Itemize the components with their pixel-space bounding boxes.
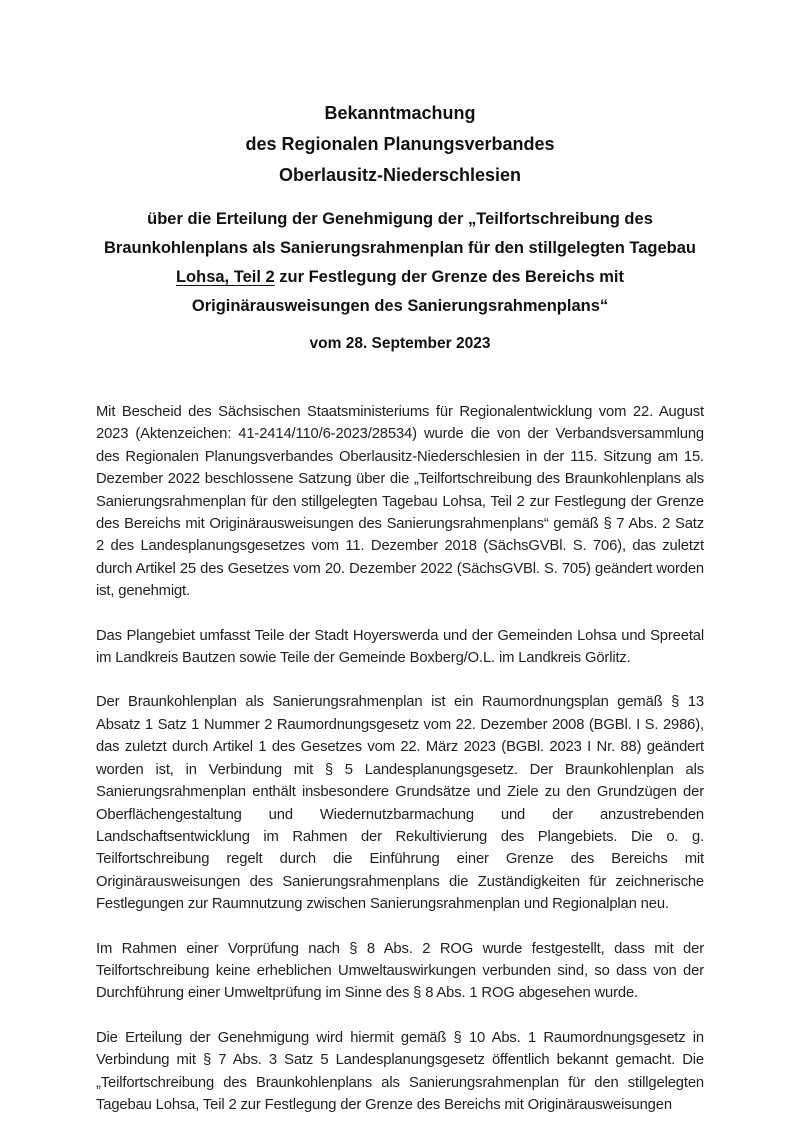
title-line-3: Oberlausitz-Niederschlesien xyxy=(278,165,522,185)
document-body xyxy=(96,401,704,1116)
title-line-1: Bekanntmachung xyxy=(324,103,476,123)
subtitle-underlined-phrase: Lohsa, Teil 2 xyxy=(175,268,275,286)
subtitle-text-pre: über die Erteilung der Genehmigung der „Teilfortschreibung des Braunkohlenplans als Sanierungsrahmenplan für den stillgelegten Tagebau xyxy=(104,210,696,257)
paragraph-plan-legal-basis: Der Braunkohlenplan als Sanierungsrahmenplan ist ein Raumordnungsplan gemäß § 13 Absatz 1 Satz 1 Nummer 2 Raumordnungsgesetz vom 22. Dezember 2008 (BGBl. I S. 2986), das zuletzt durch Artikel 1 des Gesetzes vom 22. März 2023 (BGBl. 2023 I Nr. 88) geändert worden ist, in Verbindung mit § 5 Landesplanungsgesetz. Der Braunkohlenplan als Sanierungsrahmenplan enthält insbesondere Grundsätze und Ziele zu den Grundzügen der Oberflächengestaltung und Wiedernutzbarmachung und der anzustrebenden Landschaftsentwicklung im Rahmen der Rekultivierung des Plangebiets. Die o. g. Teilfortschreibung regelt durch die Einführung einer Grenze des Bereichs mit Originärausweisungen des Sanierungsrahmenplans die Zuständigkeiten für zeichnerische Festlegungen zur Raumnutzung zwischen Sanierungsrahmenplan und Regionalplan neu. xyxy=(96,694,704,913)
title-line-2: des Regionalen Planungsverbandes xyxy=(245,134,555,154)
paragraph-approval-decision: Mit Bescheid des Sächsischen Staatsministeriums für Regionalentwicklung vom 22. August 2023 (Aktenzeichen: 41-2414/110/6-2023/28534) wurde die von der Verbandsversammlung des Regionalen Planungsverbandes Oberlausitz-Niederschlesien in der 115. Sitzung am 15. Dezember 2022 beschlossene Satzung über die „Teilfortschreibung des Braunkohlenplans als Sanierungsrahmenplan für den stillgelegten Tagebau Lohsa, Teil 2 zur Festlegung der Grenze des Bereichs mit Originärausweisungen des Sanierungsrahmenplans“ gemäß § 7 Abs. 2 Satz 2 des Landesplanungsgesetzes vom 11. Dezember 2018 (SächsGVBl. S. 706), das zuletzt durch Artikel 25 des Gesetzes vom 20. Dezember 2022 (SächsGVBl. S. 705) geändert worden ist, genehmigt. xyxy=(96,404,704,600)
paragraph-plan-area: Das Plangebiet umfasst Teile der Stadt Hoyerswerda und der Gemeinden Lohsa und Spreetal im Landkreis Bautzen sowie Teile der Gemeinde Boxberg/O.L. im Landkreis Görlitz. xyxy=(96,627,704,667)
paragraph-environmental-check: Im Rahmen einer Vorprüfung nach § 8 Abs. 2 ROG wurde festgestellt, dass mit der Teilfortschreibung keine erheblichen Umweltauswirkungen verbunden sind, so dass von der Durchführung einer Umweltprüfung im Sinne des § 8 Abs. 1 ROG abgesehen wurde. xyxy=(96,940,704,1002)
document-subtitle xyxy=(100,205,700,321)
subtitle-text-post: zur Festlegung der Grenze des Bereichs mit Originärausweisungen des Sanierungsrahmenplans“ xyxy=(191,268,625,315)
document-title xyxy=(96,98,704,191)
paragraph-public-announcement: Die Erteilung der Genehmigung wird hiermit gemäß § 10 Abs. 1 Raumordnungsgesetz in Verbindung mit § 7 Abs. 3 Satz 5 Landesplanungsgesetz öffentlich bekannt gemacht. Die „Teilfortschreibung des Braunkohlenplans als Sanierungsrahmenplan für den stillgelegten Tagebau Lohsa, Teil 2 zur Festlegung der Grenze des Bereichs mit Originärausweisungen xyxy=(96,1029,704,1113)
document-date-line: vom 28. September 2023 xyxy=(309,335,491,352)
